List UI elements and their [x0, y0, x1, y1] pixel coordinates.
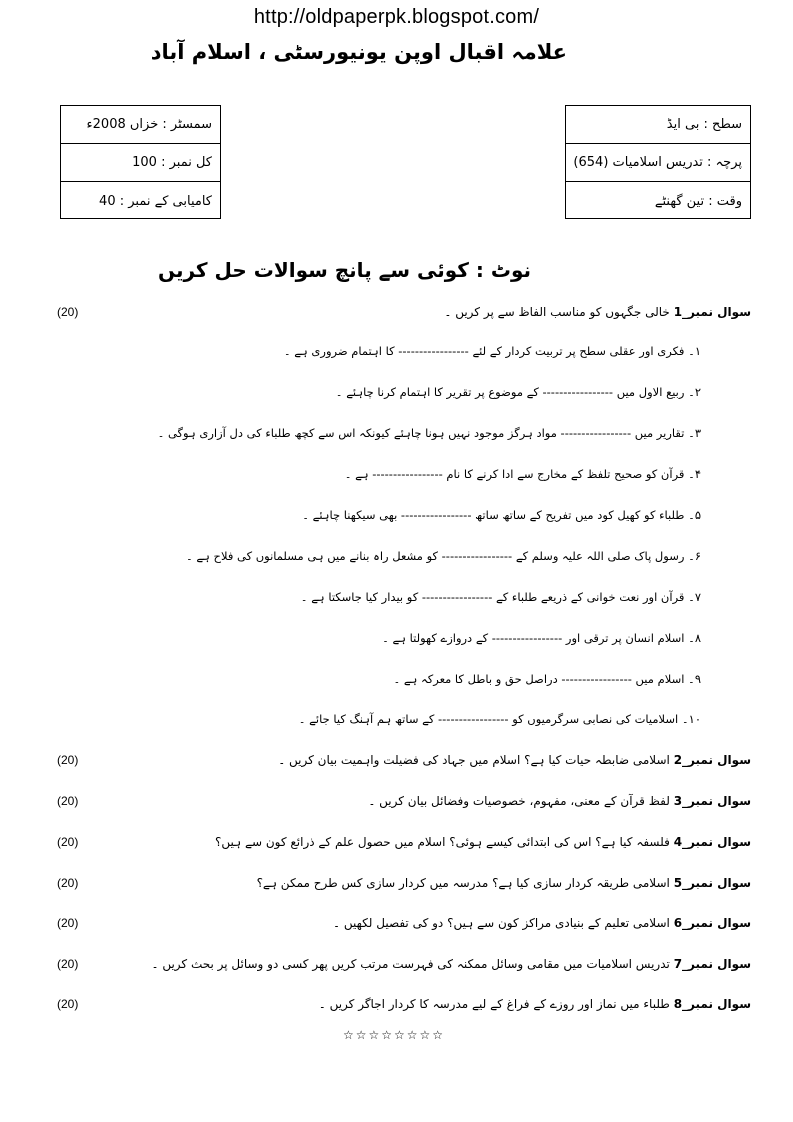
question-8-marks: (20)	[57, 997, 79, 1011]
blank-item-10: ۱۰۔ اسلامیات کی نصابی سرگرمیوں کو ----------------- کے ساتھ ہم آہنگ کیا جائے ۔	[298, 712, 701, 726]
end-stars: ☆☆☆☆☆☆☆☆	[343, 1028, 446, 1042]
question-label: سوال نمبر_7	[673, 957, 751, 971]
university-title: علامہ اقبال اوپن یونیورسٹی ، اسلام آباد	[150, 40, 567, 64]
blank-item-8: ۸۔ اسلام انسان پر ترقی اور ----------------- کے دروازے کھولتا ہے ۔	[382, 631, 701, 645]
question-5	[257, 876, 751, 890]
question-3	[368, 794, 751, 808]
question-text: لفظ قرآن کے معنی، مفہوم، خصوصیات وفضائل بیان کریں ۔	[368, 794, 670, 808]
question-text: اسلامی تعلیم کے بنیادی مراکز کون سے ہیں؟ دو کی تفصیل لکھیں ۔	[333, 916, 670, 930]
info-box-right	[565, 105, 751, 219]
question-7	[151, 957, 751, 971]
pass-marks-cell: کامیابی کے نمبر : 40	[99, 193, 212, 209]
question-label: سوال نمبر_5	[673, 876, 751, 890]
question-4	[215, 835, 751, 849]
question-label: سوال نمبر_2	[673, 753, 751, 767]
question-text: اسلامی طریقہ کردار سازی کیا ہے؟ مدرسہ میں کردار سازی کس طرح ممکن ہے؟	[256, 876, 670, 890]
paper-cell: پرچہ : تدریس اسلامیات (654)	[566, 144, 750, 182]
question-6	[333, 916, 751, 930]
blank-item-6: ۶۔ رسول پاک صلی اللہ علیہ وسلم کے ----------------- کو مشعل راہ بنانے میں ہی مسلمانوں کی فلاح ہے ۔	[186, 549, 701, 563]
question-text: تدریس اسلامیات میں مقامی وسائل ممکنہ کی فہرست مرتب کریں پھر کسی دو وسائل پر بحث کریں ۔	[151, 957, 670, 971]
question-3-marks: (20)	[57, 794, 79, 808]
blog-url: http://oldpaperpk.blogspot.com/	[253, 6, 540, 28]
question-2-marks: (20)	[57, 753, 79, 767]
question-text: خالی جگہوں کو مناسب الفاظ سے پر کریں ۔	[444, 305, 670, 319]
question-6-marks: (20)	[57, 916, 79, 930]
blank-item-4: ۴۔ قرآن کو صحیح تلفظ کے مخارج سے ادا کرنے کا نام ----------------- ہے ۔	[344, 467, 701, 481]
question-label: سوال نمبر_8	[673, 997, 751, 1011]
info-box-left	[60, 105, 221, 219]
question-label: سوال نمبر_1	[673, 305, 751, 319]
blank-item-5: ۵۔ طلباء کو کھیل کود میں تفریح کے ساتھ ساتھ ----------------- بھی سیکھنا چاہئے ۔	[302, 508, 701, 522]
level-cell: سطح : بی ایڈ	[566, 106, 750, 144]
question-text: فلسفہ کیا ہے؟ اس کی ابتدائی کیسے ہوئی؟ اسلام میں حصول علم کے ذرائع کون سے ہیں؟	[214, 835, 670, 849]
question-1-marks: (20)	[57, 305, 79, 319]
blank-item-1: ۱۔ فکری اور عقلی سطح پر تربیت کردار کے لئے ----------------- کا اہتمام ضروری ہے ۔	[283, 344, 701, 358]
instruction-note: نوٹ : کوئی سے پانچ سوالات حل کریں	[157, 258, 531, 282]
question-5-marks: (20)	[57, 876, 79, 890]
question-4-marks: (20)	[57, 835, 79, 849]
semester-cell: سمسٹر : خزاں 2008ء	[61, 106, 220, 144]
blank-item-3: ۳۔ تقاریر میں ----------------- مواد ہرگز موجود نہیں ہونا چاہئے کیونکہ اس سے کچھ طلباء کی دل آزاری ہوگی ۔	[157, 426, 701, 440]
question-text: اسلامی ضابطہ حیات کیا ہے؟ اسلام میں جہاد کی فضیلت واہمیت بیان کریں ۔	[278, 753, 670, 767]
time-cell: وقت : تین گھنٹے	[654, 193, 742, 209]
question-label: سوال نمبر_3	[673, 794, 751, 808]
blank-item-9: ۹۔ اسلام میں ----------------- دراصل حق و باطل کا معرکہ ہے ۔	[393, 672, 701, 686]
total-marks-cell: کل نمبر : 100	[61, 144, 220, 182]
question-text: طلباء میں نماز اور روزے کے فراغ کے لیے مدرسہ کا کردار اجاگر کریں ۔	[318, 997, 670, 1011]
blank-item-2: ۲۔ ربیع الاول میں ----------------- کے موضوع پر تقریر کا اہتمام کرنا چاہئے ۔	[335, 385, 701, 399]
question-2	[278, 753, 751, 767]
question-label: سوال نمبر_6	[673, 916, 751, 930]
question-7-marks: (20)	[57, 957, 79, 971]
blank-item-7: ۷۔ قرآن اور نعت خوانی کے ذریعے طلباء کے ----------------- کو بیدار کیا جاسکتا ہے ۔	[300, 590, 701, 604]
question-8	[319, 997, 751, 1011]
question-1	[444, 305, 751, 319]
question-label: سوال نمبر_4	[673, 835, 751, 849]
